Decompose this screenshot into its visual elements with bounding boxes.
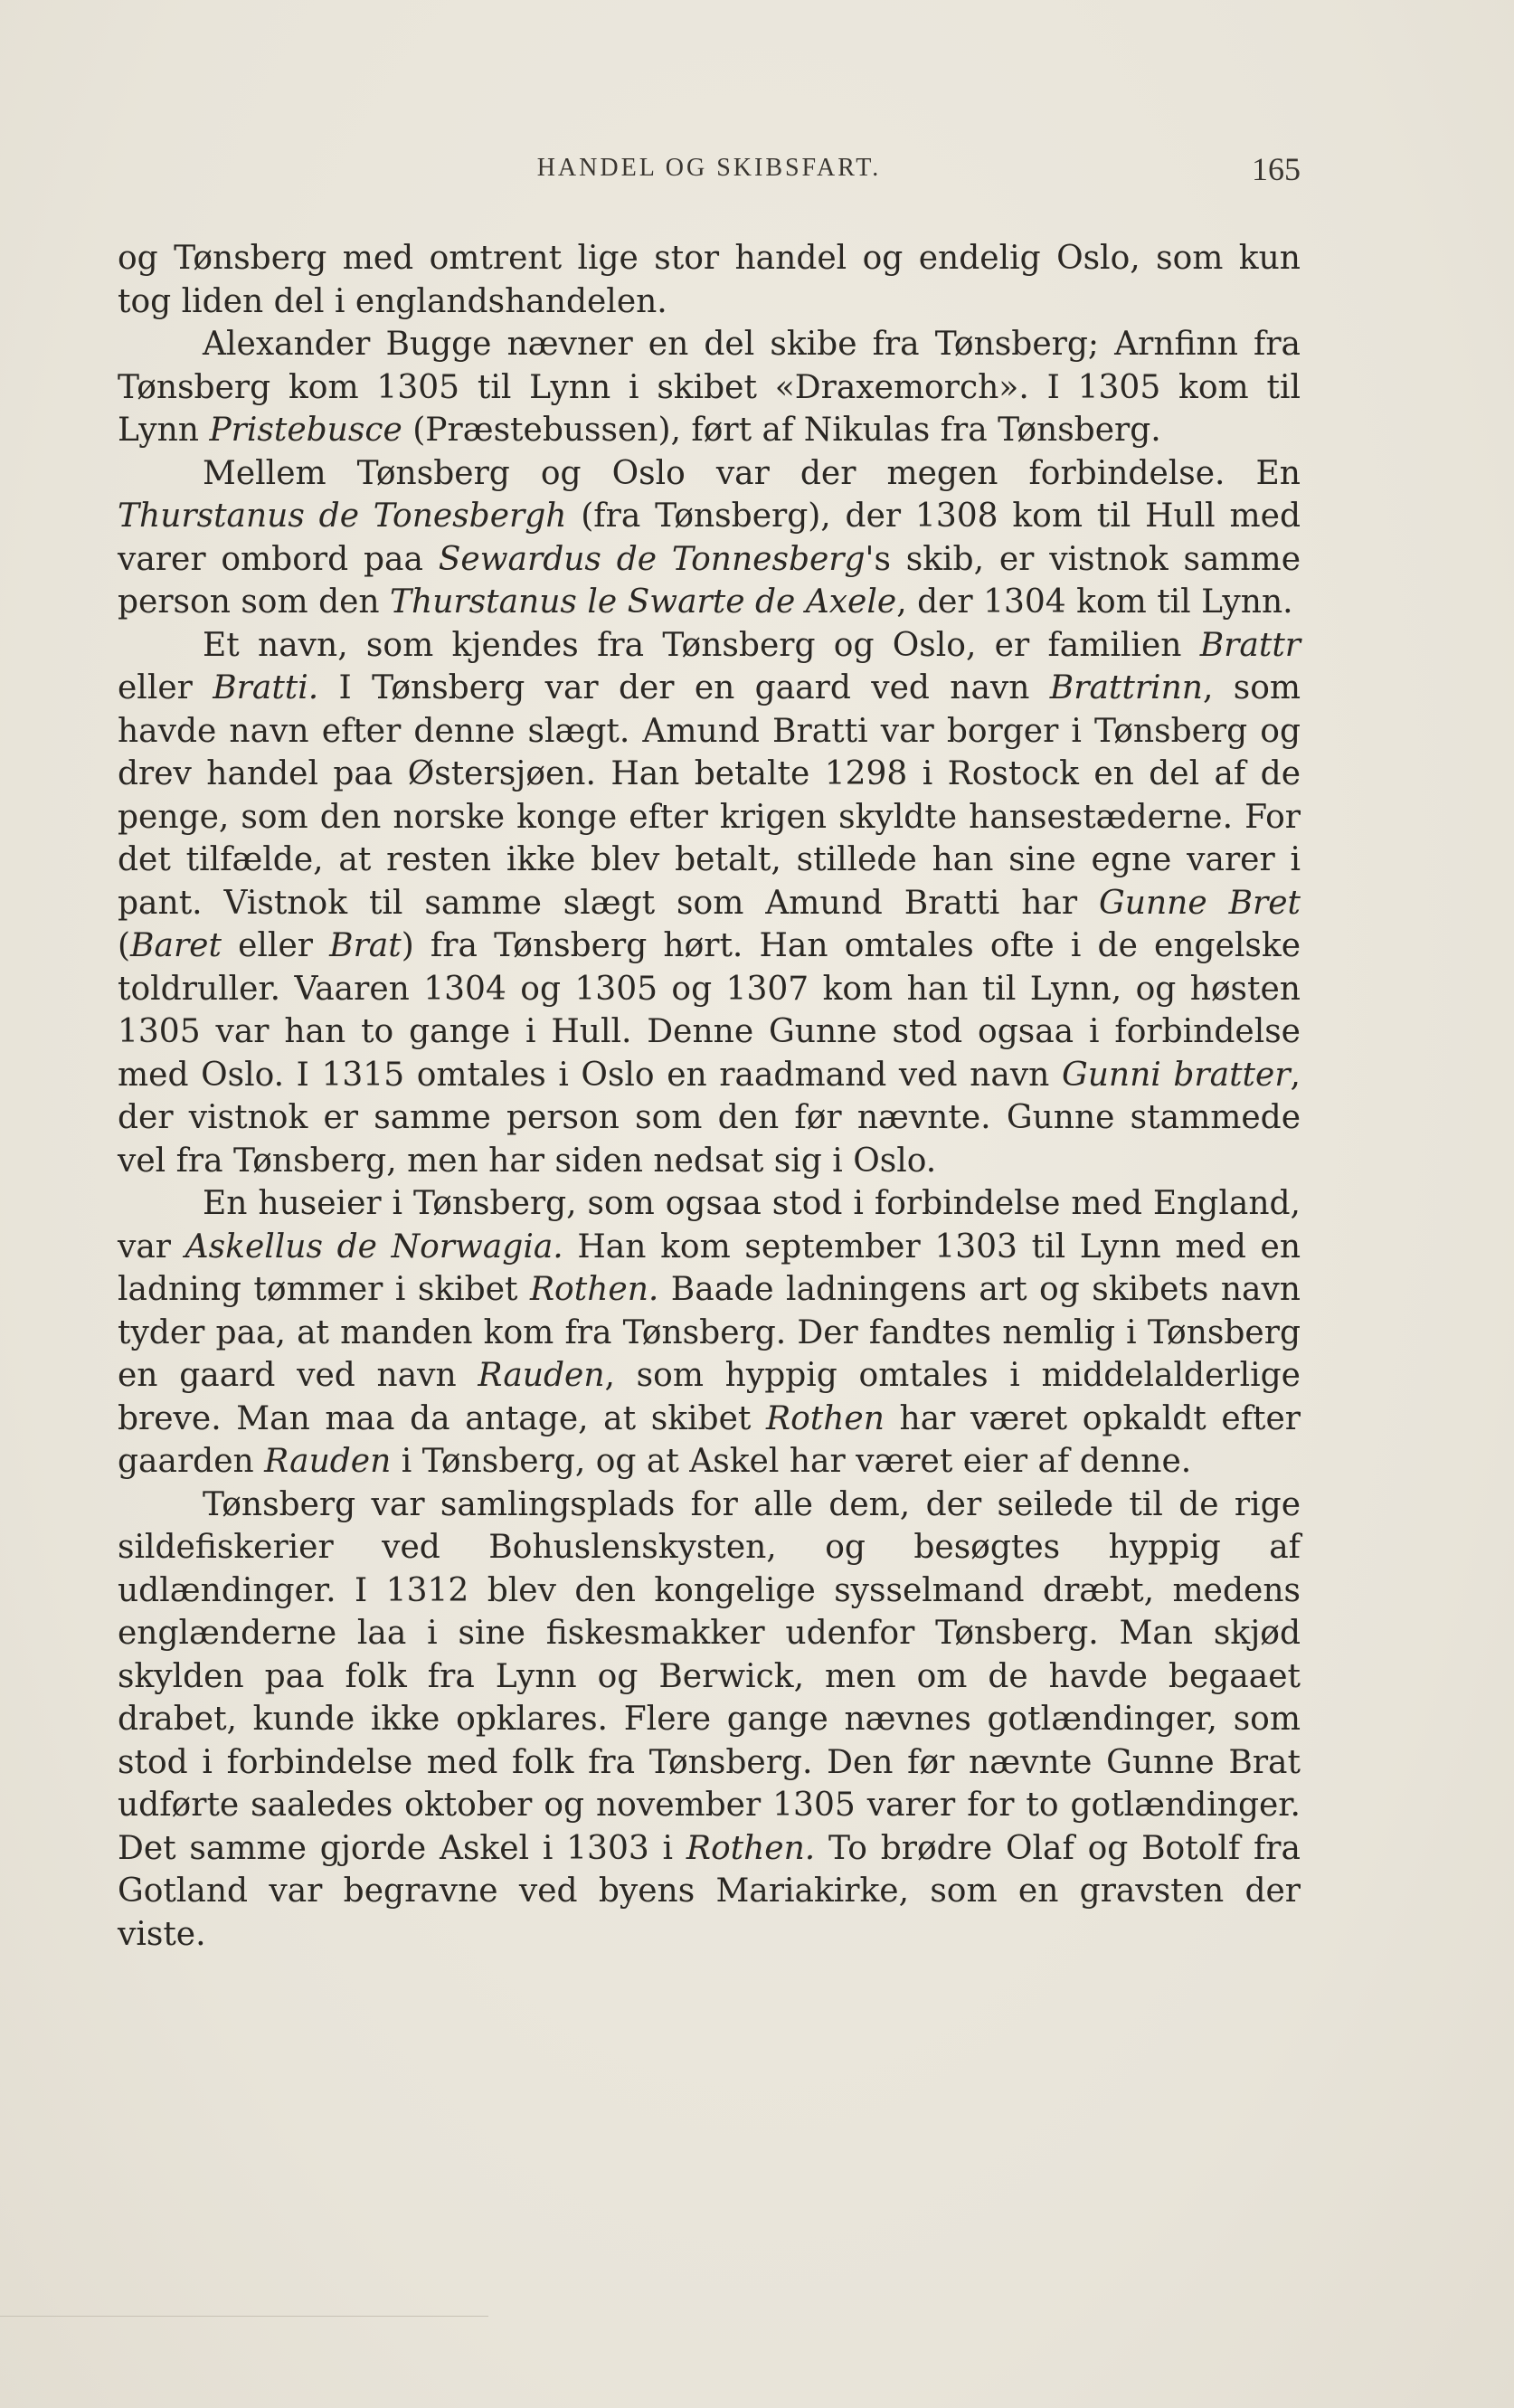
italic-name: Rothen. bbox=[686, 1829, 816, 1867]
italic-name: Baret bbox=[130, 927, 222, 964]
italic-name: Gunni bratter bbox=[1061, 1056, 1291, 1094]
italic-name: Rothen. bbox=[529, 1271, 659, 1308]
text-run: I Tønsberg var der en gaard ved navn bbox=[318, 669, 1050, 706]
italic-name: Bratti. bbox=[213, 669, 319, 706]
text-run: og Tønsberg med omtrent lige stor handel og endelig Oslo, som kun tog liden del i englandshandelen. bbox=[118, 240, 1301, 320]
text-run: Baade ladningens art og skibets navn tyder paa, at manden kom fra Tønsberg. Der fandtes nemlig i Tønsberg en gaard ved navn bbox=[118, 1271, 1301, 1394]
text-run: , som havde navn efter denne slægt. Amund Bratti var borger i Tønsberg og drev handel paa Østersjøen. Han betalte 1298 i Rostock en del af de penge, som den norske konge efter krigen skyldte hansestæderne. For det tilfælde, at resten ikke blev betalt, stillede han sine egne varer i pant. Vistnok til samme slægt som Amund Bratti har bbox=[118, 669, 1301, 922]
paragraph bbox=[118, 323, 1301, 452]
text-run: , der 1304 kom til Lynn. bbox=[896, 583, 1293, 621]
page-header bbox=[118, 151, 1301, 197]
text-run: , som hyppig omtales i middelalderlige breve. Man maa da antage, at skibet bbox=[118, 1357, 1301, 1437]
running-title: HANDEL OG SKIBSFART. bbox=[536, 154, 882, 182]
text-run: , der vistnok er samme person som den før nævnte. Gunne stammede vel fra Tønsberg, men har siden nedsat sig i Oslo. bbox=[118, 1056, 1301, 1180]
paragraph bbox=[118, 237, 1301, 323]
text-run: eller bbox=[118, 669, 213, 706]
body-text bbox=[118, 237, 1301, 1956]
paragraph bbox=[118, 624, 1301, 1183]
text-run: 's skib, er vistnok samme person som den bbox=[118, 540, 1301, 621]
italic-name: Askellus de Norwagia. bbox=[185, 1228, 563, 1266]
page-number: 165 bbox=[1252, 151, 1301, 187]
text-run: i Tønsberg, og at Askel har været eier af denne. bbox=[391, 1443, 1192, 1480]
italic-name: Gunne Bret bbox=[1099, 884, 1301, 922]
italic-name: Brattrinn bbox=[1049, 669, 1203, 706]
italic-name: Rauden bbox=[264, 1443, 392, 1480]
text-run: eller bbox=[221, 927, 330, 964]
italic-name: Rauden bbox=[478, 1357, 605, 1394]
italic-name: Thurstanus le Swarte de Axele bbox=[390, 583, 897, 621]
text-run: Mellem Tønsberg og Oslo var der megen forbindelse. En bbox=[203, 454, 1301, 492]
italic-name: Brattr bbox=[1199, 626, 1301, 664]
text-run: ( bbox=[118, 927, 131, 964]
page-edge-line bbox=[0, 2316, 488, 2317]
paragraph bbox=[118, 1182, 1301, 1484]
paragraph bbox=[118, 1484, 1301, 1957]
text-run: Et navn, som kjendes fra Tønsberg og Oslo, er familien bbox=[203, 626, 1200, 664]
text-run: To brødre Olaf og Botolf fra Gotland var begravne ved byens Mariakirke, som en gravsten der viste. bbox=[118, 1829, 1301, 1953]
italic-name: Thurstanus de Tonesbergh bbox=[118, 498, 567, 535]
text-run: (fra Tønsberg), der 1308 kom til Hull med varer ombord paa bbox=[118, 498, 1301, 578]
text-run: (Præstebussen), ført af Nikulas fra Tønsberg. bbox=[402, 412, 1161, 449]
italic-name: Sewardus de Tonnesberg bbox=[438, 540, 866, 578]
text-run: Alexander Bugge nævner en del skibe fra Tønsberg; Arnfinn fra Tønsberg kom 1305 til Lynn i skibet «Draxemorch». I 1305 kom til Lynn bbox=[118, 326, 1301, 449]
text-run: Tønsberg var samlingsplads for alle dem, der seilede til de rige sildefiskerier ved Bohuslenskysten, og besøgtes hyppig af udlændinger. I 1312 blev den kongelige sysselmand dræbt, medens englænderne laa i sine fiskesmakker udenfor Tønsberg. Man skjød skylden paa folk fra Lynn og Berwick, men om de havde begaaet drabet, kunde ikke opklares. Flere gange nævnes gotlændinger, som stod i forbindelse med folk fra Tønsberg. Den før nævnte Gunne Brat udførte saaledes oktober og november 1305 varer for to gotlændinger. Det samme gjorde Askel i 1303 i bbox=[118, 1485, 1301, 1867]
text-run: En huseier i Tønsberg, som ogsaa stod i forbindelse med England, var bbox=[118, 1185, 1301, 1266]
text-run: Han kom september 1303 til Lynn med en ladning tømmer i skibet bbox=[118, 1228, 1301, 1308]
paragraph bbox=[118, 452, 1301, 624]
text-run: ) fra Tønsberg hørt. Han omtales ofte i de engelske toldruller. Vaaren 1304 og 1305 og 1307 kom han til Lynn, og høsten 1305 var han to gange i Hull. Denne Gunne stod ogsaa i forbindelse med Oslo. I 1315 omtales i Oslo en raadmand ved navn bbox=[118, 927, 1301, 1094]
italic-name: Brat bbox=[329, 927, 402, 964]
italic-name: Rothen bbox=[765, 1399, 885, 1437]
italic-name: Pristebusce bbox=[209, 412, 402, 449]
text-run: har været opkaldt efter gaarden bbox=[118, 1399, 1301, 1480]
